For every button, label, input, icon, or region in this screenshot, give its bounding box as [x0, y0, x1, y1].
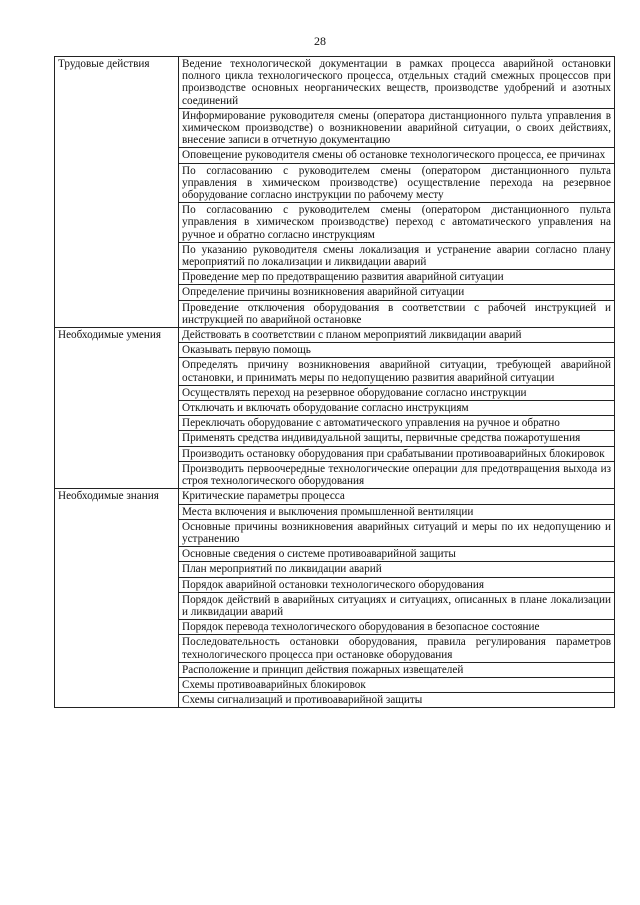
section-item: Оповещение руководителя смены об остановке технологического процесса, ее причинах [179, 148, 615, 163]
section-label-required-knowledge: Необходимые знания [55, 489, 179, 708]
section-item: Оказывать первую помощь [179, 343, 615, 358]
section-item: Применять средства индивидуальной защиты, первичные средства пожаротушения [179, 431, 615, 446]
section-item: По согласованию с руководителем смены (оператором дистанционного пульта управления в химическом производстве) переход с автоматического управления на ручное и обратно согласно инструкциям [179, 203, 615, 243]
section-item: Порядок перевода технологического оборудования в безопасное состояние [179, 620, 615, 635]
section-item: Проведение мер по предотвращению развития аварийной ситуации [179, 270, 615, 285]
section-item: Последовательность остановки оборудования, правила регулирования параметров технологического процесса при остановке оборудования [179, 635, 615, 662]
table-row [55, 328, 615, 343]
section-item: Производить остановку оборудования при срабатывании противоаварийных блокировок [179, 446, 615, 461]
section-item: Проведение отключения оборудования в соответствии с рабочей инструкцией и инструкцией по аварийной остановке [179, 300, 615, 327]
page-number: 28 [314, 34, 326, 48]
section-item: Расположение и принцип действия пожарных извещателей [179, 662, 615, 677]
section-item: Места включения и выключения промышленной вентиляции [179, 504, 615, 519]
section-item: Отключать и включать оборудование согласно инструкциям [179, 401, 615, 416]
section-item: Определение причины возникновения аварийной ситуации [179, 285, 615, 300]
section-item: По указанию руководителя смены локализация и устранение аварии согласно плану мероприятий по локализации и ликвидации аварий [179, 242, 615, 269]
section-item: Основные сведения о системе противоаварийной защиты [179, 547, 615, 562]
section-item: Основные причины возникновения аварийных ситуаций и меры по их недопущению и устранению [179, 519, 615, 546]
section-item: Определять причину возникновения аварийной ситуации, требующей аварийной остановки, и принимать меры по недопущению развития аварийной ситуации [179, 358, 615, 385]
section-item: По согласованию с руководителем смены (оператором дистанционного пульта управления в химическом производстве) осуществление перехода на резервное оборудование согласно инструкции по рабочему месту [179, 163, 615, 203]
section-label-required-skills: Необходимые умения [55, 328, 179, 489]
section-item: Схемы сигнализаций и противоаварийной защиты [179, 693, 615, 708]
section-item: Производить первоочередные технологические операции для предотвращения выхода из строя технологического оборудования [179, 461, 615, 488]
section-item: Порядок действий в аварийных ситуациях и ситуациях, описанных в плане локализации и ликвидации аварий [179, 592, 615, 619]
section-item: Переключать оборудование с автоматического управления на ручное и обратно [179, 416, 615, 431]
table-row [55, 489, 615, 504]
section-label-labor-actions: Трудовые действия [55, 57, 179, 328]
section-item: Информирование руководителя смены (оператора дистанционного пульта управления в химическом производстве) о возникновении аварийной ситуации, о своих действиях, внесение записи в отчетную документацию [179, 108, 615, 148]
section-item: Порядок аварийной остановки технологического оборудования [179, 577, 615, 592]
section-item: Осуществлять переход на резервное оборудование согласно инструкции [179, 385, 615, 400]
function-spec-body [55, 57, 615, 708]
section-item: План мероприятий по ликвидации аварий [179, 562, 615, 577]
section-item: Критические параметры процесса [179, 489, 615, 504]
section-item: Действовать в соответствии с планом мероприятий ликвидации аварий [179, 328, 615, 343]
section-item: Ведение технологической документации в рамках процесса аварийной остановки полного цикла технологического процесса, отдельных стадий смежных процессов при производстве основных неорганических веществ, производстве удобрений и азотных соединений [179, 57, 615, 109]
table-row [55, 57, 615, 109]
section-item: Схемы противоаварийных блокировок [179, 677, 615, 692]
function-spec-table [54, 56, 615, 708]
